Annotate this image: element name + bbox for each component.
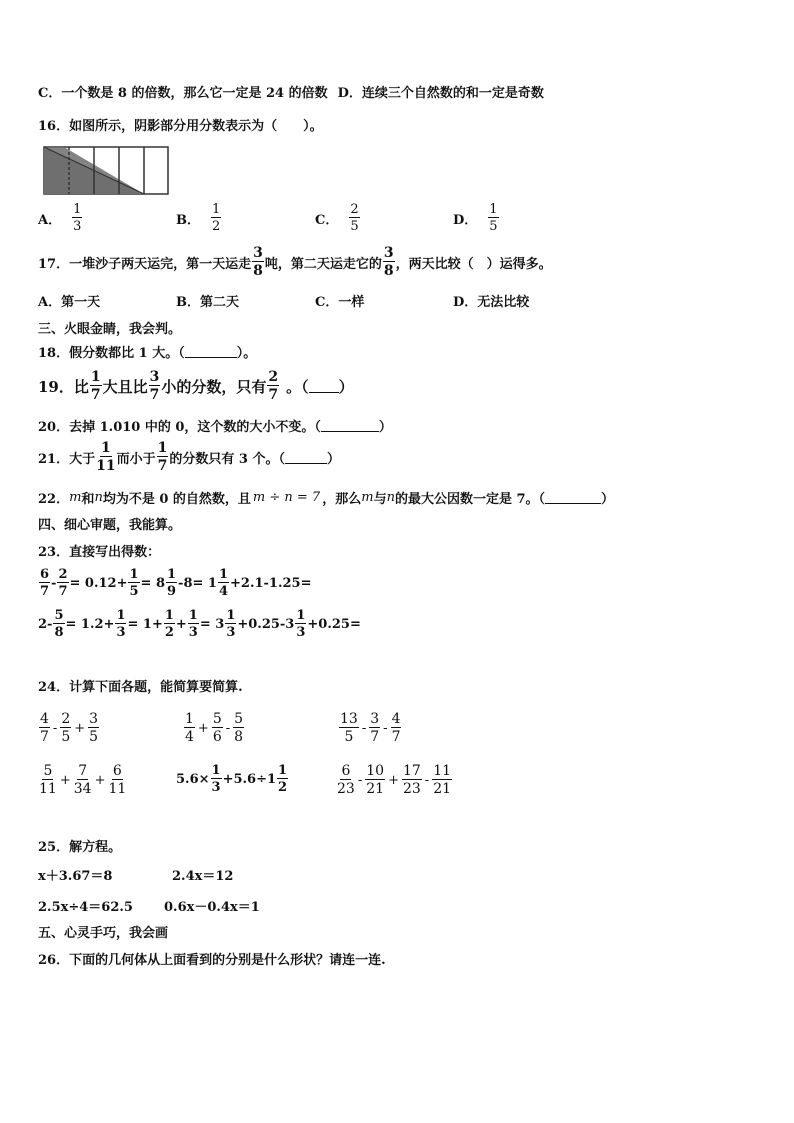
q24-expr-4 <box>38 764 127 796</box>
fraction: $\frac{5}{11}$ <box>39 763 57 797</box>
operator: + <box>74 720 86 736</box>
q24-expr-6 <box>336 764 453 796</box>
fraction: $\frac{3}{5}$ <box>89 711 99 745</box>
q22: 22． m 和 n 均为不是 0 的自然数，且 m ÷ n = 7 ，那么 m 与 n 的最大公因数一定是 7。（ ） <box>38 490 615 507</box>
q26: 26．下面的几何体从上面看到的分别是什么形状？请连一连. <box>38 953 386 968</box>
q19-blank[interactable] <box>309 380 339 393</box>
q16-option-c[interactable]: C． $\frac{2}{5}$ <box>315 202 359 234</box>
q20-blank[interactable] <box>321 419 379 432</box>
fraction: $\frac{4}{7}$ <box>40 711 49 745</box>
q24-expr-5: 5.6× $\frac{1}{3}$ +5.6÷1 $\frac{1}{2}$ <box>176 763 288 795</box>
q23-row-1: $\frac{6}{7}$ - $\frac{2}{7}$ = 0.12+ $\frac{1}{5}$ = 8 $\frac{1}{9}$ -8= 1 $\frac{1}{4}$ +2.1-1.25= <box>40 567 312 599</box>
section-5-heading: 五、心灵手巧，我会画 <box>38 926 169 941</box>
q17-option-d[interactable]: D．无法比较 <box>453 295 530 310</box>
q24-expr-1 <box>38 712 100 744</box>
q25-stem: 25．解方程。 <box>38 840 122 855</box>
q18: 18．假分数都比 1 大。（ ）。 <box>38 346 257 361</box>
q25-eq-3: 2.5x÷4＝62.5 <box>38 900 133 915</box>
fraction: $\frac{4}{7}$ <box>391 711 401 745</box>
q17-option-b[interactable]: B．第二天 <box>176 295 239 310</box>
operator: + <box>197 720 209 736</box>
fraction: $\frac{11}{21}$ <box>433 763 452 797</box>
q24-expr-2 <box>183 712 245 744</box>
fraction: $\frac{6}{11}$ <box>108 763 127 797</box>
operator: - <box>357 772 363 788</box>
fraction: $\frac{7}{34}$ <box>73 763 92 797</box>
operator: + <box>388 772 399 788</box>
q25-eq-4: 0.6x－0.4x＝1 <box>164 900 260 915</box>
fraction: $\frac{6}{23}$ <box>337 763 355 797</box>
operator: + <box>94 772 106 788</box>
section-3-heading: 三、火眼金睛，我会判。 <box>38 322 182 337</box>
fraction: $\frac{13}{5}$ <box>340 711 358 745</box>
q17-option-a[interactable]: A．第一天 <box>38 295 101 310</box>
operator: + <box>59 772 71 788</box>
q16-option-b[interactable]: B． $\frac{1}{2}$ <box>176 202 221 234</box>
operator: - <box>225 720 231 736</box>
fraction: $\frac{10}{21}$ <box>366 763 385 797</box>
q21: 21．大于 $\frac{1}{11}$ 而小于 $\frac{1}{7}$ 的分数只有 3 个。（ ） <box>38 440 340 474</box>
fraction: $\frac{5}{8}$ <box>234 711 244 745</box>
q24-stem: 24．计算下面各题，能简算要简算. <box>38 680 243 695</box>
q25-eq-1: x＋3.67＝8 <box>38 869 113 884</box>
fraction: $\frac{3}{7}$ <box>370 711 380 745</box>
q25-eq-2: 2.4x＝12 <box>172 869 234 884</box>
fraction: $\frac{1}{4}$ <box>185 711 194 745</box>
q18-blank[interactable] <box>185 345 237 358</box>
q21-blank[interactable] <box>285 451 327 464</box>
operator: - <box>361 720 367 736</box>
q16-option-a[interactable]: A． $\frac{1}{3}$ <box>38 202 82 234</box>
q17-option-c[interactable]: C．一样 <box>315 295 365 310</box>
q15-option-c: C．一个数是 8 的倍数，那么它一定是 24 的倍数 <box>38 86 328 101</box>
operator: - <box>52 720 58 736</box>
q20: 20．去掉 1.010 中的 0，这个数的大小不变。（ ） <box>38 420 392 435</box>
fraction: $\frac{2}{5}$ <box>61 711 71 745</box>
q19: 19．比 $\frac{1}{7}$ 大且比 $\frac{3}{7}$ 小的分数，只有 $\frac{2}{7}$ 。（ ） <box>38 369 354 403</box>
q23-row-2: 2- $\frac{5}{8}$ = 1.2+ $\frac{1}{3}$ = 1+ $\frac{1}{2}$ + $\frac{1}{3}$ = 3 $\frac{1}{3}$ +0.25-3 $\frac{1}{3}$ +0.25= <box>38 608 361 640</box>
operator: - <box>424 772 430 788</box>
q17-stem: 17．一堆沙子两天运完，第一天运走 $\frac{3}{8}$ 吨，第二天运走它的 $\frac{3}{8}$ ，两天比较（ ）运得多。 <box>38 245 552 279</box>
q15-option-c-d <box>38 82 544 101</box>
q16-figure <box>43 146 170 196</box>
q22-blank[interactable] <box>545 491 601 504</box>
q24-expr-3 <box>338 712 402 744</box>
operator: - <box>383 720 388 736</box>
q15-option-d: D．连续三个自然数的和一定是奇数 <box>337 86 544 101</box>
section-4-heading: 四、细心审题，我能算。 <box>38 518 182 533</box>
fraction: $\frac{17}{23}$ <box>402 763 421 797</box>
q16-stem: 16．如图所示，阴影部分用分数表示为（ ）。 <box>38 119 323 134</box>
fraction: $\frac{5}{6}$ <box>212 711 222 745</box>
q23-stem: 23．直接写出得数： <box>38 545 161 560</box>
q16-option-d[interactable]: D． $\frac{1}{5}$ <box>453 202 498 234</box>
